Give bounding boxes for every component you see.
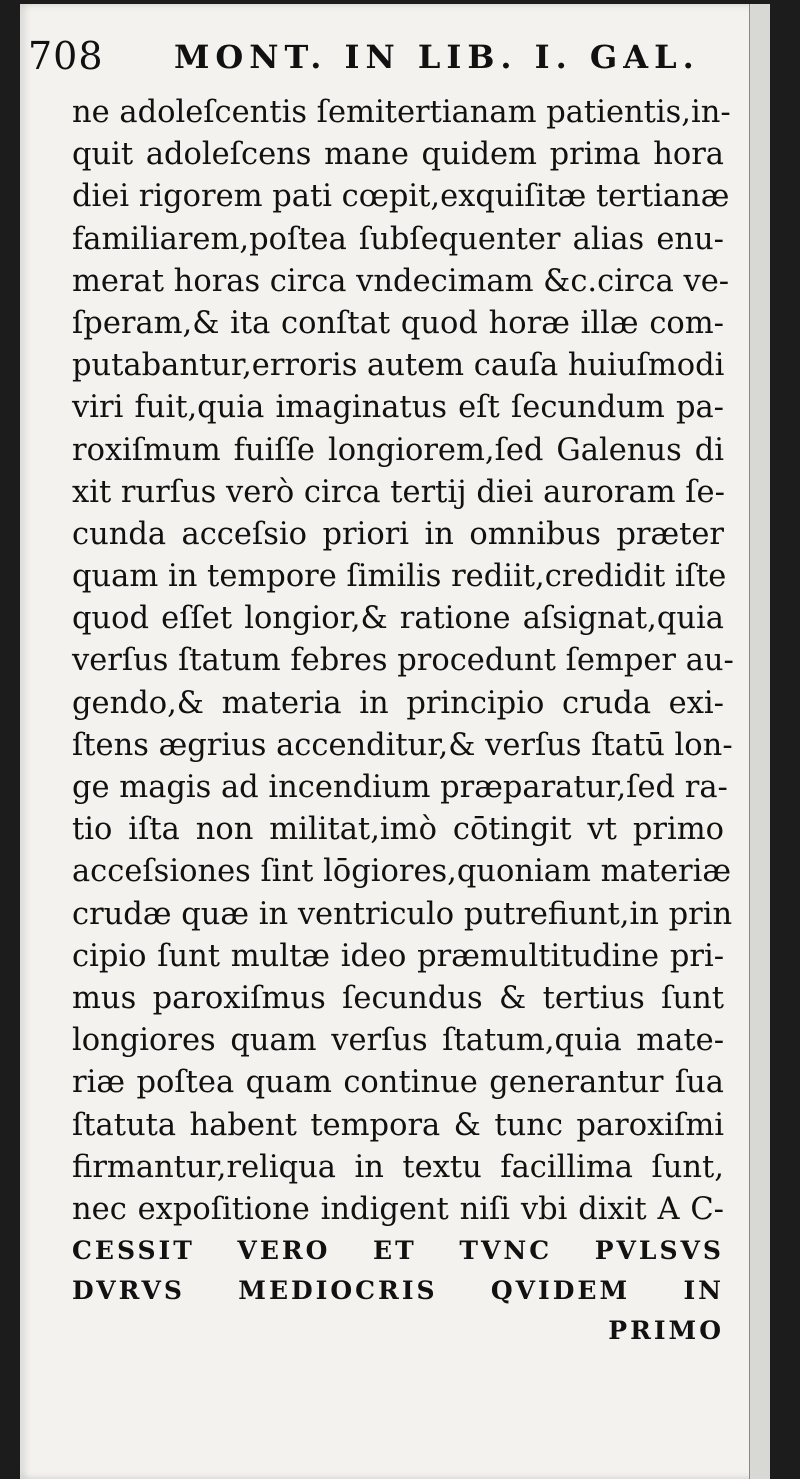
- text-line: quod eſſet longior,& ratione aſsignat,quia: [72, 601, 724, 637]
- text-line: firmantur,reliqua in textu facillima ſunt,: [72, 1149, 724, 1185]
- page-header: [28, 34, 728, 94]
- text-line: ge magis ad incendium præparatur,ſed ra-: [72, 770, 728, 805]
- text-line: gendo,& materia in principio cruda exi-: [72, 685, 724, 721]
- body-text: [72, 92, 734, 1351]
- caps-line: CESSIT VERO ET TVNC PVLSVS: [72, 1236, 724, 1266]
- text-line: longiores quam verſus ſtatum,quia mate-: [72, 1023, 724, 1059]
- text-line: quam in tempore ſimilis rediit,credidit iſte: [72, 559, 727, 595]
- text-line: riæ poſtea quam continue generantur ſua: [72, 1065, 724, 1101]
- text-line: mus paroxiſmus ſecundus & tertius ſunt: [72, 980, 724, 1016]
- text-line: acceſsiones ſint lōgiores,quoniam materiæ: [72, 854, 732, 890]
- text-line: tio iſta non militat,imò cōtingit vt primo: [72, 812, 724, 848]
- text-line: xit rurſus verò circa tertij diei auroram ſe-: [72, 474, 725, 510]
- page-edge: [749, 4, 770, 1479]
- text-line: cunda acceſsio priori in omnibus præter: [72, 516, 724, 552]
- text-line: putabantur,erroris autem cauſa huiuſmodi: [72, 348, 725, 384]
- text-line: familiarem,poſtea ſubſequenter alias enu-: [72, 221, 724, 257]
- text-line: merat horas circa vndecimam &c.circa ve-: [72, 263, 730, 299]
- book-page: [20, 4, 770, 1479]
- text-line: cipio ſunt multæ ideo præmultitudine pri-: [72, 938, 724, 974]
- text-line: viri fuit,quia imaginatus eſt ſecundum pa-: [72, 390, 724, 426]
- text-line: ſtatuta habent tempora & tunc paroxiſmi: [72, 1107, 724, 1143]
- catchword: PRIMO: [608, 1316, 724, 1346]
- text-line: verſus ſtatum febres procedunt ſemper au-: [72, 643, 734, 679]
- text-line: nec expoſitione indigent niſi vbi dixit A C-: [72, 1191, 724, 1227]
- text-line: crudæ quæ in ventriculo putrefiunt,in prin: [72, 896, 733, 932]
- text-line: roxiſmum fuiſſe longiorem,ſed Galenus di: [72, 432, 724, 468]
- running-head: MONT. IN LIB. I. GAL.: [174, 38, 700, 76]
- text-line: ſperam,& ita conſtat quod horæ illæ com-: [72, 305, 724, 341]
- text-line: quit adoleſcens mane quidem prima hora: [72, 137, 724, 173]
- page-number: 708: [28, 34, 104, 78]
- text-line: ſtens ægrius accenditur,& verſus ſtatū lon-: [72, 727, 733, 763]
- caps-line: DVRVS MEDIOCRIS QVIDEM IN: [72, 1276, 724, 1306]
- text-line: diei rigorem pati cœpit,exquiſitæ tertianæ: [72, 179, 730, 215]
- text-line: ne adoleſcentis ſemitertianam patientis,in-: [72, 95, 731, 130]
